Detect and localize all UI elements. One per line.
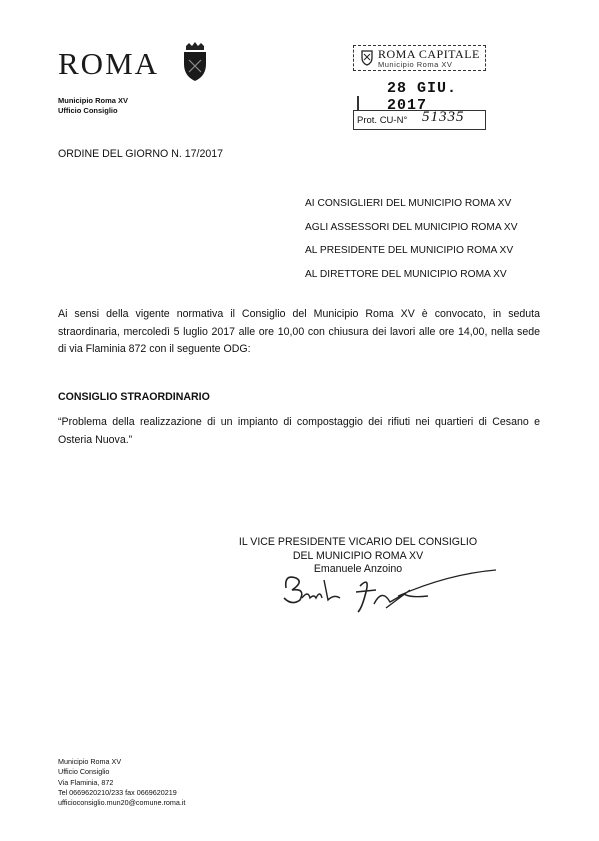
header-subtitle [58, 96, 128, 116]
agenda-item-quote: “Problema della realizzazione di un impianto di compostaggio dei rifiuti nei quartieri di Cesano e Osteria Nuova.” [58, 416, 540, 446]
signature-title-line2: DEL MUNICIPIO ROMA XV [292, 549, 424, 562]
recipient-item: AL PRESIDENTE DEL MUNICIPIO ROMA XV [305, 245, 514, 256]
section-title: CONSIGLIO STRAORDINARIO [58, 391, 210, 403]
header-municipio: Municipio Roma XV [58, 96, 129, 105]
signature-title-line1: IL VICE PRESIDENTE VICARIO DEL CONSIGLIO [238, 536, 478, 548]
footer-line: Municipio Roma XV [58, 757, 122, 766]
stamp-title: ROMA CAPITALE [378, 47, 480, 61]
stamp-header-box [353, 45, 486, 71]
recipient-item: AGLI ASSESSORI DEL MUNICIPIO ROMA XV [305, 221, 518, 233]
signatory-name: Emanuele Anzoino [313, 563, 403, 575]
stamp-protocol-label: Prot. CU-N° [357, 115, 408, 126]
recipient-item: AL DIRETTORE DEL MUNICIPIO ROMA XV [305, 268, 507, 280]
recipient-item: AI CONSIGLIERI DEL MUNICIPIO ROMA XV [305, 198, 512, 209]
footer-contact [58, 757, 185, 808]
stamp-subtitle: Municipio Roma XV [378, 60, 453, 69]
footer-line: Tel 0669620210/233 fax 0669620219 [58, 787, 177, 797]
stamp-date: 28 GIU. 2017 [387, 80, 458, 114]
protocol-stamp [353, 45, 486, 134]
stamp-crest-icon [361, 49, 373, 66]
footer-line: ufficioconsiglio.mun20@comune.roma.it [58, 798, 186, 808]
recipients-list [305, 192, 517, 286]
ordine-del-giorno: ORDINE DEL GIORNO N. 17/2017 [58, 148, 224, 160]
footer-line: Via Flaminia, 872 [58, 777, 114, 787]
roma-crest-icon [180, 42, 210, 82]
header-ufficio: Ufficio Consiglio [58, 106, 118, 115]
footer-line: Ufficio Consiglio [58, 767, 110, 777]
stamp-protocol-number: 51335 [422, 109, 465, 125]
handwritten-signature [278, 568, 498, 618]
body-paragraph: Ai sensi della vigente normativa il Consiglio del Municipio Roma XV è convocato, in seduta straordinaria, mercoledì 5 luglio 2017 alle ore 10,00 con chiusura dei lavori alle ore 14,00, nella sede di via Flaminia 872 con il seguente ODG: [58, 308, 540, 355]
stamp-divider [357, 96, 359, 110]
stamp-protocol-box [353, 110, 486, 130]
roma-logo-text: ROMA [58, 46, 160, 81]
